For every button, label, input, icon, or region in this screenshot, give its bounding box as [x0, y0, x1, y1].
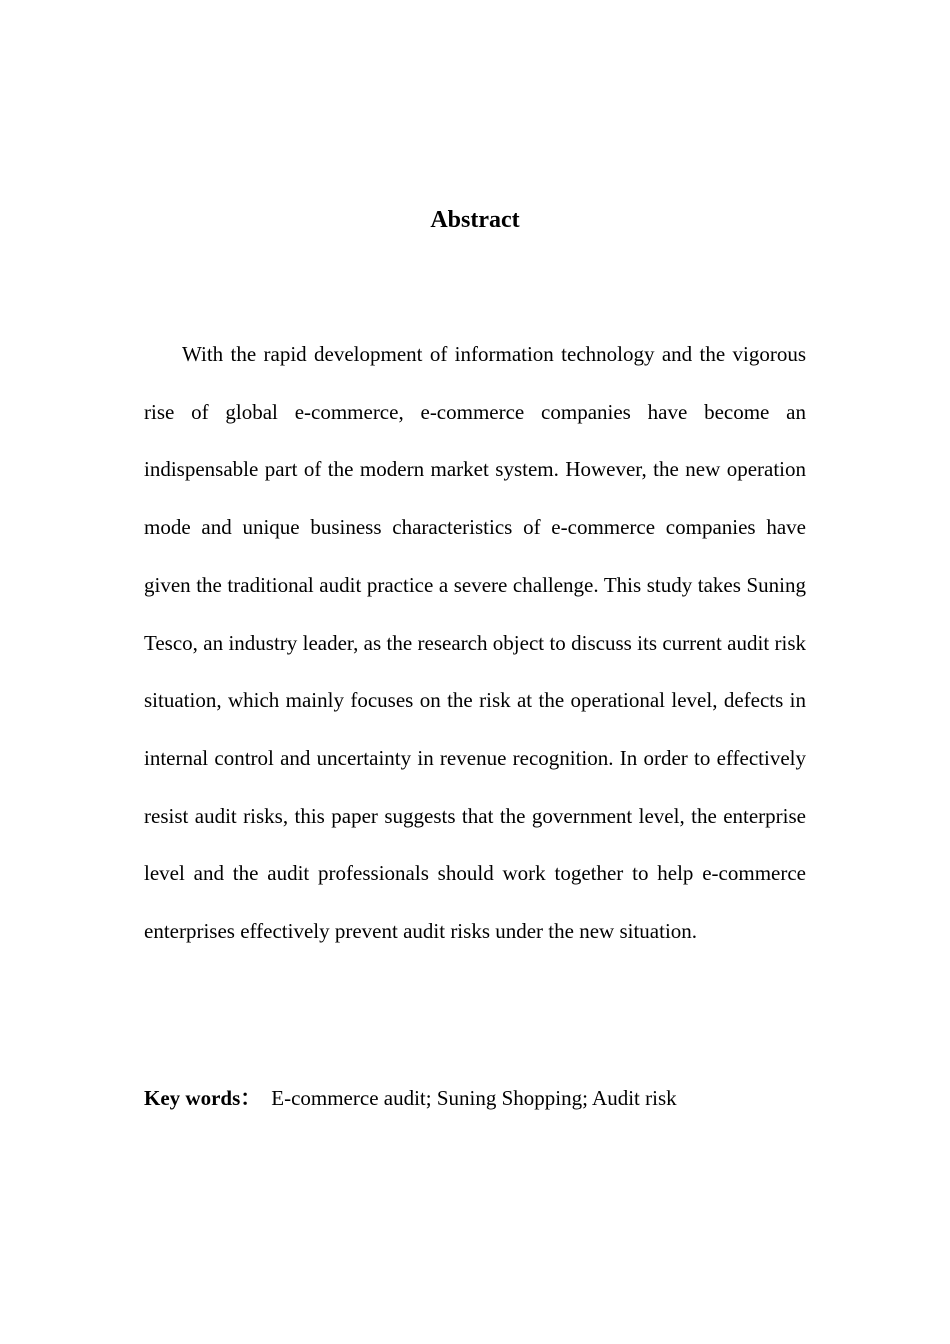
page-title: Abstract — [430, 207, 520, 233]
keywords-value: E-commerce audit; Suning Shopping; Audit risk — [271, 1086, 677, 1110]
abstract-paragraph: With the rapid development of information technology and the vigorous rise of global e-commerce, e-commerce companies have become an indispensable part of the modern market system. However, the new operation mode and unique business characteristics of e-commerce companies have given the traditional audit practice a severe challenge. This study takes Suning Tesco, an industry leader, as the research object to discuss its current audit risk situation, which mainly focuses on the risk at the operational level, defects in internal control and uncertainty in revenue recognition. In order to effectively resist audit risks, this paper suggests that the government level, the enterprise level and the audit professionals should work together to help e-commerce enterprises effectively prevent audit risks under the new situation. — [144, 342, 806, 944]
keywords-line — [144, 1082, 806, 1114]
keywords-label: Key words： — [144, 1086, 262, 1110]
